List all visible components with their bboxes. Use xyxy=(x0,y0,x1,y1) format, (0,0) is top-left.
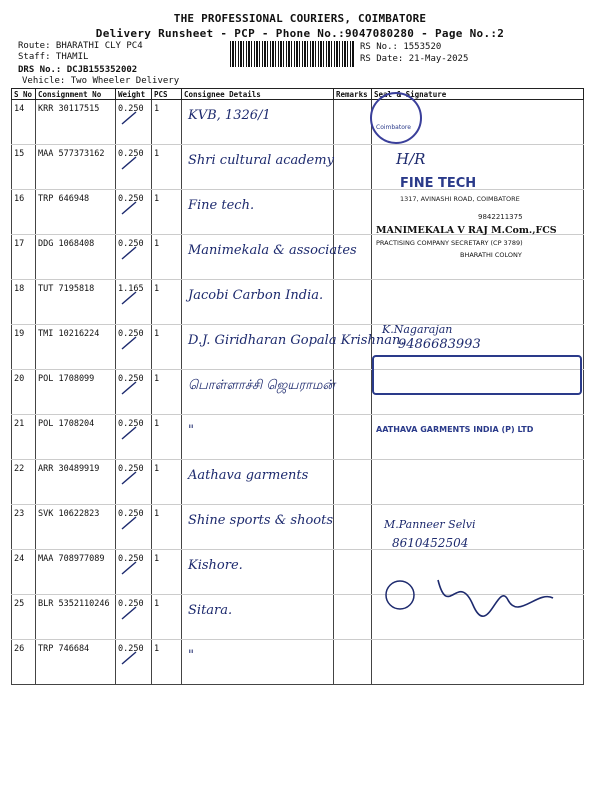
row-remarks xyxy=(334,235,372,280)
row-weight xyxy=(116,505,152,550)
row-consignment: KRR 30117515 xyxy=(36,100,116,145)
manimekala-address: BHARATHI COLONY xyxy=(460,251,522,259)
col-sno: S No xyxy=(12,89,36,100)
check-mark-icon xyxy=(120,108,138,128)
consignee-handwriting: Shri cultural academy xyxy=(188,153,334,168)
row-weight xyxy=(116,370,152,415)
row-consignee xyxy=(182,460,334,505)
row-remarks xyxy=(334,370,372,415)
row-sno: 24 xyxy=(12,550,36,595)
consignee-handwriting: " xyxy=(188,648,194,663)
weight-value: 0.250 xyxy=(118,599,144,609)
stamp-city: Coimbatore xyxy=(376,124,411,131)
weight-value: 0.250 xyxy=(118,194,144,204)
row-weight xyxy=(116,100,152,145)
check-mark-icon xyxy=(120,603,138,623)
consignee-handwriting: Fine tech. xyxy=(188,198,255,213)
row-pcs: 1 xyxy=(152,325,182,370)
row-consignee xyxy=(182,100,334,145)
row-pcs: 1 xyxy=(152,505,182,550)
row-signature xyxy=(372,280,584,325)
row-consignment: TMI 10216224 xyxy=(36,325,116,370)
row-signature xyxy=(372,460,584,505)
row-weight xyxy=(116,325,152,370)
row-remarks xyxy=(334,595,372,640)
row-consignee xyxy=(182,550,334,595)
row-pcs: 1 xyxy=(152,145,182,190)
row-weight xyxy=(116,145,152,190)
row-consignee xyxy=(182,595,334,640)
row-pcs: 1 xyxy=(152,640,182,685)
row-sno: 25 xyxy=(12,595,36,640)
check-mark-icon xyxy=(120,423,138,443)
row-consignment: DDG 1068408 xyxy=(36,235,116,280)
row-remarks xyxy=(334,640,372,685)
row-consignment: TRP 746684 xyxy=(36,640,116,685)
staff-label: Staff: THAMIL xyxy=(18,52,89,62)
table-row xyxy=(12,415,584,460)
weight-value: 0.250 xyxy=(118,104,144,114)
weight-value: 0.250 xyxy=(118,419,144,429)
row-remarks xyxy=(334,325,372,370)
col-weight: Weight xyxy=(116,89,152,100)
table-row xyxy=(12,505,584,550)
row-consignee xyxy=(182,145,334,190)
row-remarks xyxy=(334,460,372,505)
row-weight xyxy=(116,235,152,280)
finetech-address: 1317, AVINASHI ROAD, COIMBATORE xyxy=(400,195,520,203)
manimekala-role: PRACTISING COMPANY SECRETARY (CP 3789) xyxy=(376,239,523,247)
consignee-handwriting: Sitara. xyxy=(188,603,233,618)
row-weight xyxy=(116,640,152,685)
round-stamp xyxy=(370,92,422,144)
weight-value: 0.250 xyxy=(118,239,144,249)
row-consignment: TUT 7195818 xyxy=(36,280,116,325)
consignee-handwriting: Kishore. xyxy=(188,558,243,573)
row-sno: 15 xyxy=(12,145,36,190)
col-pcs: PCS xyxy=(152,89,182,100)
check-mark-icon xyxy=(120,288,138,308)
row-weight xyxy=(116,460,152,505)
route-label: Route: BHARATHI CLY PC4 xyxy=(18,41,143,51)
row-weight xyxy=(116,415,152,460)
row-consignee xyxy=(182,235,357,280)
row-consignment: POL 1708099 xyxy=(36,370,116,415)
row-remarks xyxy=(334,505,372,550)
weight-value: 0.250 xyxy=(118,509,144,519)
check-mark-icon xyxy=(120,513,138,533)
company-title: THE PROFESSIONAL COURIERS, COIMBATORE xyxy=(173,12,427,25)
row-pcs: 1 xyxy=(152,280,182,325)
table-row xyxy=(12,640,584,685)
row-pcs: 1 xyxy=(152,460,182,505)
row-sno: 21 xyxy=(12,415,36,460)
consignee-handwriting: D.J. Giridharan Gopala Krishnan. xyxy=(188,333,405,348)
row-pcs: 1 xyxy=(152,415,182,460)
consignee-handwriting: பொள்ளாச்சி ஜெயராமன் xyxy=(188,378,336,393)
row-remarks xyxy=(334,145,372,190)
col-remarks: Remarks xyxy=(334,89,372,100)
hr-signature: H/R xyxy=(396,150,426,168)
row-pcs: 1 xyxy=(152,595,182,640)
row-sno: 17 xyxy=(12,235,36,280)
row-consignee xyxy=(182,190,334,235)
row-consignment: POL 1708204 xyxy=(36,415,116,460)
row-consignment: TRP 646948 xyxy=(36,190,116,235)
weight-value: 1.165 xyxy=(118,284,144,294)
drs-number: DRS No.: DCJB155352002 xyxy=(18,65,138,75)
row-sno: 26 xyxy=(12,640,36,685)
runsheet-subtitle: Delivery Runsheet - PCP - Phone No.:9047080280 - Page No.:2 xyxy=(95,27,505,40)
row-remarks xyxy=(334,100,372,145)
row-signature xyxy=(372,415,584,460)
row-consignment: MAA 708977089 xyxy=(36,550,116,595)
consignee-handwriting: Shine sports & shoots xyxy=(188,513,333,528)
check-mark-icon xyxy=(120,468,138,488)
row-consignee xyxy=(182,280,334,325)
weight-value: 0.250 xyxy=(118,374,144,384)
row-consignee xyxy=(182,325,405,370)
row-sno: 18 xyxy=(12,280,36,325)
aathava-stamp: AATHAVA GARMENTS INDIA (P) LTD xyxy=(376,425,534,434)
row-weight xyxy=(116,595,152,640)
consignee-handwriting: KVB, 1326/1 xyxy=(188,108,271,123)
check-mark-icon xyxy=(120,648,138,668)
row-remarks xyxy=(334,550,372,595)
row-consignment: SVK 10622823 xyxy=(36,505,116,550)
col-consignment: Consignment No xyxy=(36,89,116,100)
check-mark-icon xyxy=(120,333,138,353)
table-row xyxy=(12,100,584,145)
consignee-handwriting: Jacobi Carbon India. xyxy=(188,288,324,303)
paneer-signature: M.Panneer Selvi xyxy=(384,518,476,531)
row-sno: 19 xyxy=(12,325,36,370)
consignee-handwriting: " xyxy=(188,423,194,438)
row-consignee xyxy=(182,640,334,685)
table-row xyxy=(12,460,584,505)
row-consignee xyxy=(182,370,334,415)
row-pcs: 1 xyxy=(152,190,182,235)
row-sno: 16 xyxy=(12,190,36,235)
nagarajan-phone: 9486683993 xyxy=(398,337,481,352)
table-row xyxy=(12,280,584,325)
check-mark-icon xyxy=(120,378,138,398)
row-weight xyxy=(116,190,152,235)
table-row xyxy=(12,145,584,190)
handwritten-signature xyxy=(378,560,578,630)
check-mark-icon xyxy=(120,558,138,578)
row-consignee xyxy=(182,505,334,550)
check-mark-icon xyxy=(120,198,138,218)
rs-date: RS Date: 21-May-2025 xyxy=(360,54,469,64)
paneer-phone: 8610452504 xyxy=(392,536,469,550)
row-remarks xyxy=(334,415,372,460)
row-consignee xyxy=(182,415,334,460)
table-header-row xyxy=(12,89,584,100)
row-sno: 14 xyxy=(12,100,36,145)
check-mark-icon xyxy=(120,243,138,263)
row-pcs: 1 xyxy=(152,235,182,280)
weight-value: 0.250 xyxy=(118,464,144,474)
row-pcs: 1 xyxy=(152,370,182,415)
check-mark-icon xyxy=(120,153,138,173)
vehicle-label: Vehicle: Two Wheeler Delivery xyxy=(22,76,180,86)
manimekala-stamp: MANIMEKALA V RAJ M.Com.,FCS xyxy=(376,225,557,236)
row-signature xyxy=(372,640,584,685)
row-consignment: BLR 5352110246 xyxy=(36,595,116,640)
consignee-handwriting: Manimekala & associates xyxy=(188,243,357,258)
weight-value: 0.250 xyxy=(118,329,144,339)
consignee-handwriting: Aathava garments xyxy=(188,468,309,483)
rs-number: RS No.: 1553520 xyxy=(360,42,442,52)
weight-value: 0.250 xyxy=(118,149,144,159)
col-consignee: Consignee Details xyxy=(182,89,334,100)
weight-value: 0.250 xyxy=(118,644,144,654)
barcode xyxy=(230,41,355,67)
row-weight xyxy=(116,550,152,595)
finetech-stamp: FINE TECH xyxy=(400,176,477,191)
row-remarks xyxy=(334,190,372,235)
row-consignment: ARR 30489919 xyxy=(36,460,116,505)
row-consignment: MAA 577373162 xyxy=(36,145,116,190)
row-remarks xyxy=(334,280,372,325)
weight-value: 0.250 xyxy=(118,554,144,564)
row-sno: 20 xyxy=(12,370,36,415)
col-signature: Seal & Signature xyxy=(372,89,584,100)
row-weight xyxy=(116,280,152,325)
nagarajan-signature: K.Nagarajan xyxy=(382,323,453,336)
row-sno: 22 xyxy=(12,460,36,505)
row-sno: 23 xyxy=(12,505,36,550)
tamil-stamp-box xyxy=(372,355,582,395)
row-pcs: 1 xyxy=(152,550,182,595)
row-pcs: 1 xyxy=(152,100,182,145)
finetech-phone: 9842211375 xyxy=(478,213,523,221)
